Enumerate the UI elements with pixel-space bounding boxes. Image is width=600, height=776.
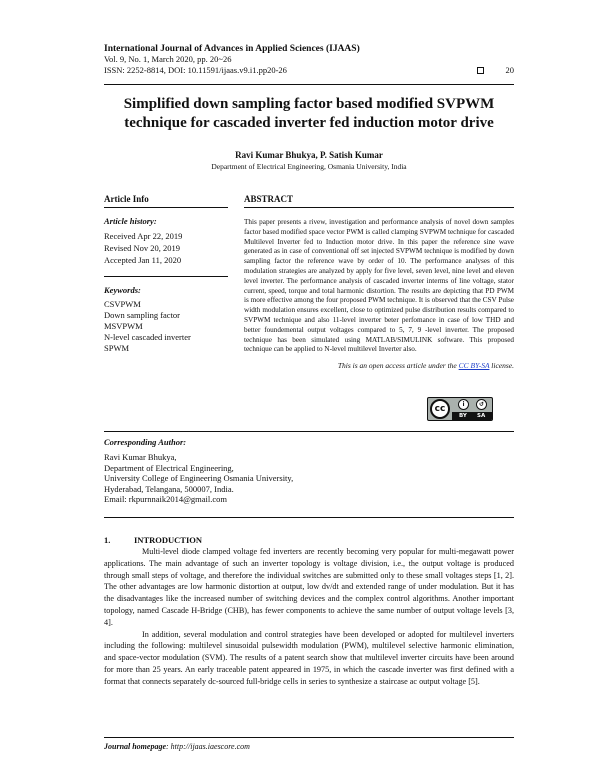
footer-label: Journal homepage	[104, 742, 167, 751]
volume-line: Vol. 9, No. 1, March 2020, pp. 20~26	[104, 54, 232, 64]
keyword-item: Down sampling factor	[104, 310, 181, 320]
header-rule	[104, 84, 514, 85]
journal-header	[104, 44, 514, 76]
intro-paragraph: In addition, several modulation and control strategies have been developed or adopted for multilevel inverters including the following: multilevel sinusoidal pulsewidth modulation (PWM), multilevel selective harmonic elimination, and space-vector modulation (SVM). The results of a patent search show that multilevel inverter circuits have been around for more than 25 years. An early traceable patent appeared in 1975, in which the cascade inverter was first defined with a format that connects separately dc-sourced full-bridge cells in series to synthesize a staircase ac output voltage [5].	[104, 629, 514, 686]
journal-name: International Journal of Advances in Applied Sciences (IJAAS)	[104, 44, 360, 54]
section-title: INTRODUCTION	[134, 535, 203, 545]
cc-by-sa-badge[interactable]	[427, 397, 493, 421]
history-heading: Article history:	[104, 216, 157, 226]
corresponding-address: Hyderabad, Telangana, 500007, India.	[104, 483, 234, 494]
corresponding-name: Ravi Kumar Bhukya,	[104, 452, 177, 462]
keyword-item: SPWM	[104, 343, 130, 353]
cc-icon: cc	[430, 399, 450, 419]
abstract-heading: ABSTRACT	[244, 194, 514, 208]
square-icon	[477, 67, 484, 74]
issn-row	[104, 65, 514, 76]
license-link[interactable]: CC BY-SA	[458, 361, 490, 371]
corresponding-bottom-divider	[104, 517, 514, 518]
keywords-heading: Keywords:	[104, 285, 141, 295]
keyword-item: MSVPWM	[104, 321, 143, 331]
article-info-column	[104, 194, 228, 354]
license-note	[244, 361, 514, 370]
keyword-item: CSVPWM	[104, 299, 141, 309]
paper-title: Simplified down sampling factor based modified SVPWM technique for cascaded inverter fed induction motor drive	[123, 96, 495, 131]
sa-icon: ↺	[476, 399, 487, 410]
homepage-link[interactable]: : http://ijaas.iaescore.com	[166, 742, 250, 751]
section-number: 1.	[104, 535, 111, 545]
license-prefix: This is an open access article under the	[337, 361, 459, 371]
by-icon: i	[458, 399, 469, 410]
article-info-heading: Article Info	[104, 194, 228, 208]
intro-paragraph: Multi-level diode clamped voltage fed inverters are recently becoming very popular for multi-megawatt power applications. The main advantage of such an inverter topology is voltage division, i.e., the output voltage is produced through small steps of voltage, and therefore the individual switches are submitted only to these small voltages steps [1, 2]. The other advantages are low harmonic distortion at output, low dv/dt and extended range of under modulation. But it has the disadvantages like the increased number of switching devices and the complex control algorithms. Another important topology, named Cascade H-Bridge (CHB), has fewer components to achieve the same number of output voltage levels [3, 4].	[104, 547, 514, 627]
license-suffix: license.	[489, 361, 514, 371]
history-received: Received Apr 22, 2019	[104, 231, 183, 241]
sa-label: SA	[477, 413, 486, 419]
keyword-item: N-level cascaded inverter	[104, 332, 191, 342]
keywords-divider	[104, 276, 228, 277]
journal-footer	[104, 742, 250, 751]
introduction-section	[104, 535, 514, 688]
abstract-column	[244, 194, 514, 370]
corresponding-institution: University College of Engineering Osmania University,	[104, 473, 294, 483]
abstract-text: This paper presents a rivew, investigation and performance analysis of novel down samples factor based modified space vector PWM is called clamping SVPWM technique for cascaded Multilevel Inverter fed to Induction motor drive. In this paper the reference sine wave generated as in case of conventional off set injected SVPWM technique is modified by down sampling factor the reference wave by order of 10. The performance analyses of this modulation strategies are analyzed by apply for five level, seven level, nine level and eleven level inverter. The performance analysis of cascaded inverter interms of line voltage, stator current, speed, torque and total harmonic distortion. The results are depicting that PD PWM is more effective among the four proposed PWM technique. It is observed that the CSV Pulse width modulation ensures excellent, close to optimized pulse distribution results compared to SVPWM technique and also 11-level inverter beter perfomance in case of low THD and better foundemental output voltages compared to 5, 7, 9 -level inverter. The proposed technique has been simulated using MATLAB/SIMULINK software. This proposed technique can be applied to N-level multilevel Inverter also.	[244, 218, 514, 354]
corresponding-email[interactable]: Email: rkpurnnaik2014@gmail.com	[104, 494, 228, 504]
corresponding-heading: Corresponding Author:	[104, 437, 187, 447]
by-label: BY	[459, 413, 467, 419]
history-accepted: Accepted Jan 11, 2020	[104, 255, 182, 265]
footer-rule	[104, 737, 514, 738]
page-number: 20	[505, 65, 514, 75]
corresponding-author	[104, 437, 514, 505]
history-revised: Revised Nov 20, 2019	[104, 243, 181, 253]
paper-authors: Ravi Kumar Bhukya, P. Satish Kumar	[235, 150, 383, 160]
corresponding-department: Department of Electrical Engineering,	[104, 462, 234, 473]
paper-affiliation: Department of Electrical Engineering, Osmania University, India	[211, 162, 407, 171]
corresponding-divider	[104, 431, 514, 432]
introduction-heading	[104, 535, 514, 545]
issn-line: ISSN: 2252-8814, DOI: 10.11591/ijaas.v9.i1.pp20-26	[104, 65, 287, 75]
